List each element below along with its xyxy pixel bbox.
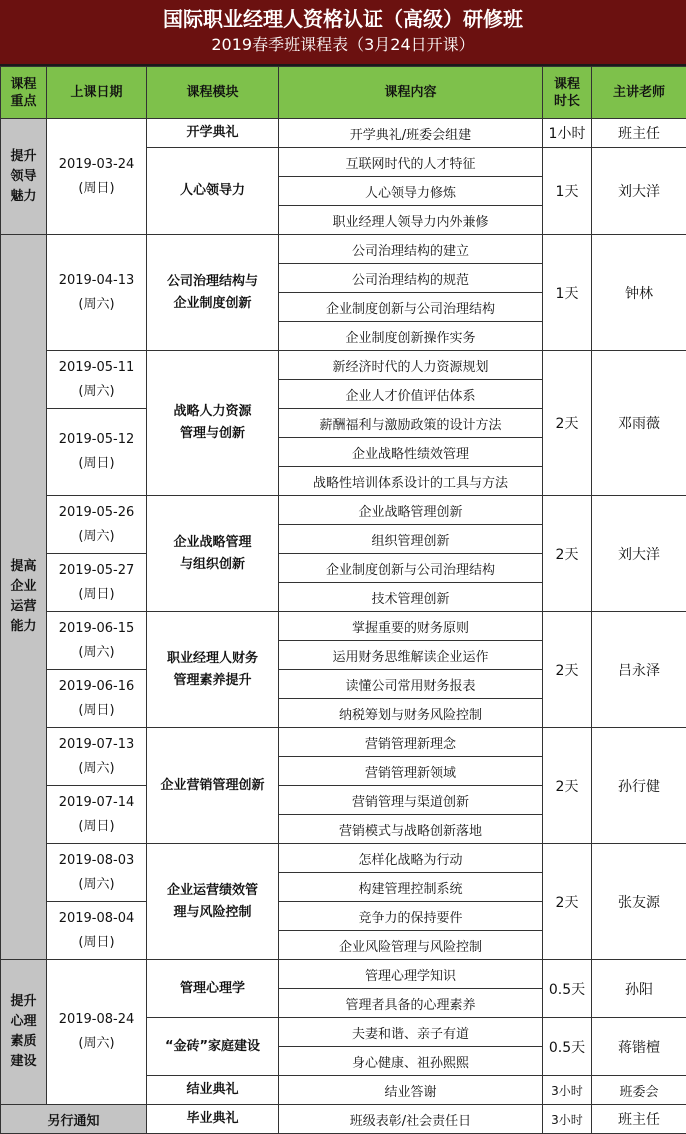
date-cell	[47, 728, 147, 786]
content-cell: 怎样化战略为行动	[279, 844, 543, 873]
module-cell: 结业典礼	[147, 1076, 279, 1105]
content-cell: 技术管理创新	[279, 583, 543, 612]
module-cell: 企业营销管理创新	[147, 728, 279, 844]
column-header: 课程模块	[147, 67, 279, 119]
teacher-cell: 班主任	[592, 1105, 686, 1134]
weekday-text: (周日)	[78, 586, 115, 602]
content-cell: 营销管理与渠道创新	[279, 786, 543, 815]
duration-cell: 0.5天	[543, 960, 592, 1018]
column-header: 课程 时长	[543, 67, 592, 119]
content-cell: 职业经理人领导力内外兼修	[279, 206, 543, 235]
weekday-text: (周六)	[78, 760, 115, 776]
date-text: 2019-05-26	[58, 504, 135, 520]
notice-cell: 另行通知	[1, 1105, 147, 1134]
content-cell: 纳税筹划与财务风险控制	[279, 699, 543, 728]
date-text: 2019-07-13	[58, 736, 135, 752]
weekday-text: (周六)	[78, 296, 115, 312]
duration-cell: 1天	[543, 235, 592, 351]
date-cell	[47, 960, 147, 1105]
teacher-cell: 班主任	[592, 119, 686, 148]
column-header: 课程内容	[279, 67, 543, 119]
table-row	[1, 728, 686, 757]
duration-cell: 1天	[543, 148, 592, 235]
date-text: 2019-03-24	[58, 156, 135, 172]
date-cell	[47, 235, 147, 351]
focus-cell	[1, 960, 47, 1105]
content-cell: 结业答谢	[279, 1076, 543, 1105]
module-cell: 人心领导力	[147, 148, 279, 235]
date-text: 2019-08-03	[58, 852, 135, 868]
teacher-cell: 刘大洋	[592, 148, 686, 235]
page-subtitle: 2019春季班课程表（3月24日开课）	[211, 35, 475, 54]
content-cell: 战略性培训体系设计的工具与方法	[279, 467, 543, 496]
table-header-row	[1, 67, 686, 119]
weekday-text: (周日)	[78, 180, 115, 196]
teacher-cell: 孙行健	[592, 728, 686, 844]
content-cell: 管理心理学知识	[279, 960, 543, 989]
content-cell: 开学典礼/班委会组建	[279, 119, 543, 148]
duration-cell: 1小时	[543, 119, 592, 148]
date-text: 2019-06-16	[58, 678, 135, 694]
module-cell: 毕业典礼	[147, 1105, 279, 1134]
date-cell	[47, 670, 147, 728]
teacher-cell: 刘大洋	[592, 496, 686, 612]
duration-cell: 2天	[543, 612, 592, 728]
date-cell	[47, 496, 147, 554]
date-cell	[47, 902, 147, 960]
date-text: 2019-06-15	[58, 620, 135, 636]
focus-label: 提升 领导 魅力	[10, 148, 37, 204]
table-row	[1, 960, 686, 989]
teacher-cell: 吕永泽	[592, 612, 686, 728]
table-row	[1, 1105, 686, 1134]
teacher-cell: 张友源	[592, 844, 686, 960]
content-cell: 掌握重要的财务原则	[279, 612, 543, 641]
focus-label: 提高 企业 运营 能力	[10, 559, 37, 634]
table-row	[1, 844, 686, 873]
date-text: 2019-07-14	[58, 794, 135, 810]
table-row	[1, 235, 686, 264]
page-title: 国际职业经理人资格认证（高级）研修班	[163, 7, 523, 31]
table-row	[1, 496, 686, 525]
teacher-cell: 班委会	[592, 1076, 686, 1105]
content-cell: 企业制度创新与公司治理结构	[279, 554, 543, 583]
duration-cell: 3小时	[543, 1105, 592, 1134]
table-row	[1, 119, 686, 148]
focus-cell	[1, 119, 47, 235]
content-cell: 管理者具备的心理素养	[279, 989, 543, 1018]
column-header: 课程 重点	[1, 67, 47, 119]
date-cell	[47, 786, 147, 844]
module-cell: “金砖”家庭建设	[147, 1018, 279, 1076]
schedule-header	[0, 0, 686, 66]
module-cell: 企业战略管理 与组织创新	[147, 496, 279, 612]
duration-cell: 2天	[543, 728, 592, 844]
content-cell: 人心领导力修炼	[279, 177, 543, 206]
content-cell: 企业制度创新操作实务	[279, 322, 543, 351]
duration-cell: 2天	[543, 844, 592, 960]
date-cell	[47, 351, 147, 409]
weekday-text: (周日)	[78, 934, 115, 950]
content-cell: 营销模式与战略创新落地	[279, 815, 543, 844]
date-text: 2019-08-24	[58, 1012, 135, 1027]
module-cell: 公司治理结构与 企业制度创新	[147, 235, 279, 351]
teacher-cell: 邓雨薇	[592, 351, 686, 496]
content-cell: 组织管理创新	[279, 525, 543, 554]
content-cell: 企业战略性绩效管理	[279, 438, 543, 467]
content-cell: 企业制度创新与公司治理结构	[279, 293, 543, 322]
date-text: 2019-05-12	[58, 432, 135, 447]
column-header: 主讲老师	[592, 67, 686, 119]
duration-cell: 2天	[543, 496, 592, 612]
duration-cell: 0.5天	[543, 1018, 592, 1076]
date-cell	[47, 409, 147, 496]
weekday-text: (周日)	[78, 456, 115, 471]
date-text: 2019-05-27	[58, 562, 135, 578]
content-cell: 营销管理新理念	[279, 728, 543, 757]
content-cell: 夫妻和谐、亲子有道	[279, 1018, 543, 1047]
duration-cell: 3小时	[543, 1076, 592, 1105]
date-text: 2019-04-13	[58, 272, 135, 288]
column-header: 上课日期	[47, 67, 147, 119]
weekday-text: (周六)	[78, 1036, 115, 1051]
content-cell: 班级表彰/社会责任日	[279, 1105, 543, 1134]
weekday-text: (周日)	[78, 702, 115, 718]
content-cell: 身心健康、祖孙熙熙	[279, 1047, 543, 1076]
focus-cell	[1, 235, 47, 960]
content-cell: 构建管理控制系统	[279, 873, 543, 902]
date-text: 2019-05-11	[58, 359, 135, 375]
table-row	[1, 351, 686, 380]
content-cell: 企业战略管理创新	[279, 496, 543, 525]
weekday-text: (周六)	[78, 876, 115, 892]
content-cell: 企业人才价值评估体系	[279, 380, 543, 409]
date-cell	[47, 554, 147, 612]
content-cell: 公司治理结构的规范	[279, 264, 543, 293]
content-cell: 企业风险管理与风险控制	[279, 931, 543, 960]
content-cell: 新经济时代的人力资源规划	[279, 351, 543, 380]
module-cell: 企业运营绩效管 理与风险控制	[147, 844, 279, 960]
module-cell: 管理心理学	[147, 960, 279, 1018]
module-cell: 开学典礼	[147, 119, 279, 148]
module-cell: 战略人力资源 管理与创新	[147, 351, 279, 496]
schedule-table	[0, 66, 686, 1134]
weekday-text: (周六)	[78, 644, 115, 660]
teacher-cell: 蒋锴檀	[592, 1018, 686, 1076]
weekday-text: (周日)	[78, 818, 115, 834]
date-text: 2019-08-04	[58, 910, 135, 926]
content-cell: 互联网时代的人才特征	[279, 148, 543, 177]
content-cell: 运用财务思维解读企业运作	[279, 641, 543, 670]
content-cell: 营销管理新领域	[279, 757, 543, 786]
date-cell	[47, 612, 147, 670]
weekday-text: (周六)	[78, 383, 115, 399]
duration-cell: 2天	[543, 351, 592, 496]
date-cell	[47, 119, 147, 235]
content-cell: 竞争力的保持要件	[279, 902, 543, 931]
teacher-cell: 钟林	[592, 235, 686, 351]
table-row	[1, 612, 686, 641]
weekday-text: (周六)	[78, 528, 115, 544]
teacher-cell: 孙阳	[592, 960, 686, 1018]
focus-label: 提升 心理 素质 建设	[10, 994, 37, 1069]
module-cell: 职业经理人财务 管理素养提升	[147, 612, 279, 728]
content-cell: 公司治理结构的建立	[279, 235, 543, 264]
content-cell: 薪酬福利与激励政策的设计方法	[279, 409, 543, 438]
date-cell	[47, 844, 147, 902]
content-cell: 读懂公司常用财务报表	[279, 670, 543, 699]
